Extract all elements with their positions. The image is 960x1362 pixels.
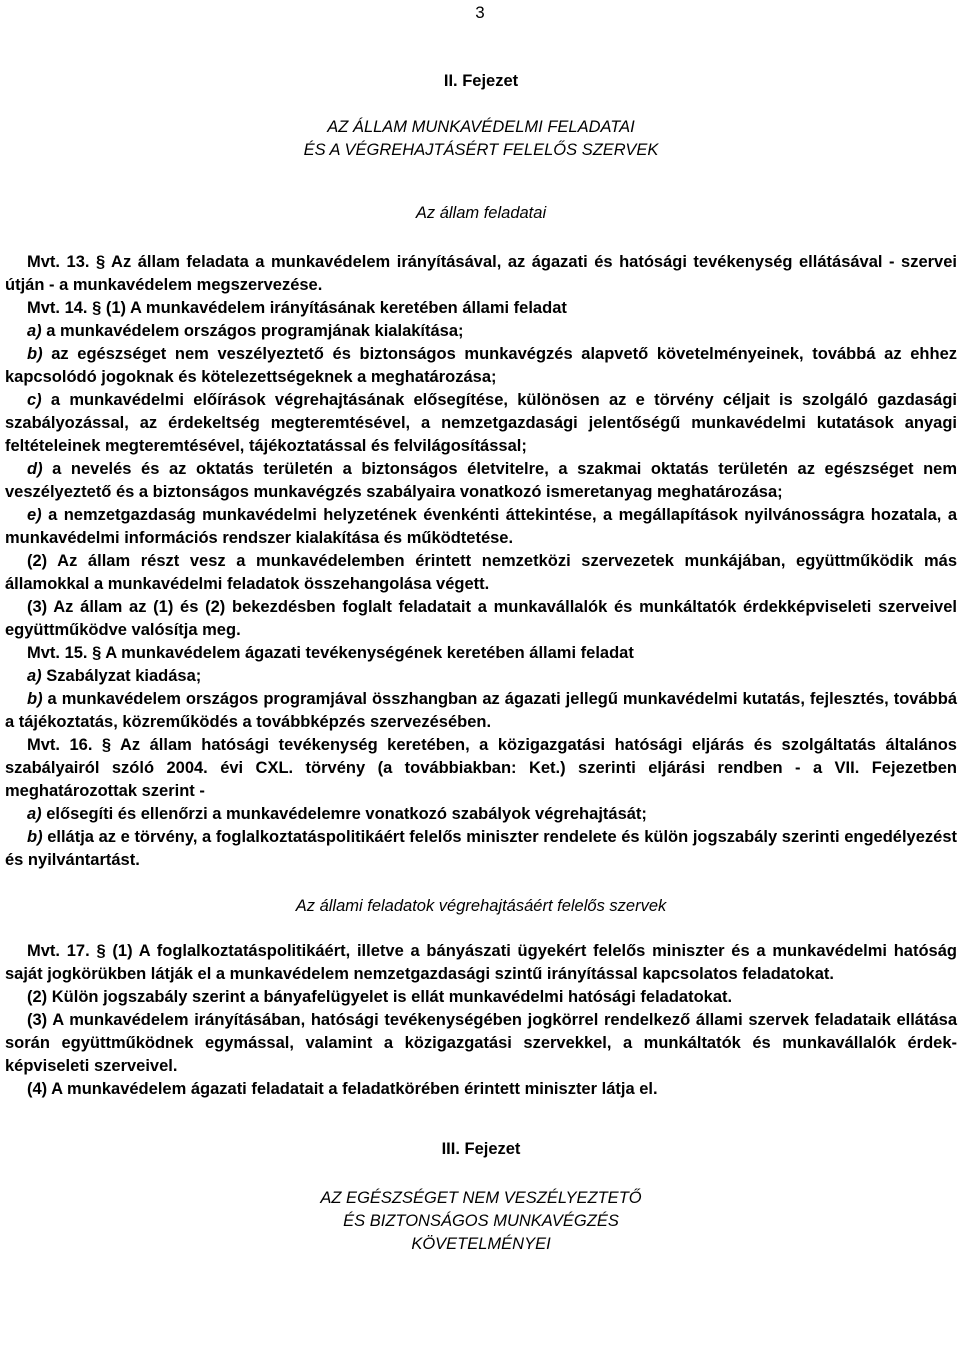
section-text: § Az állam feladata a munkavédelem irányításával, az ágazati és hatósági tevékenység ellátásával - szervei útján - a munkavédelem megszervezése. — [5, 253, 957, 294]
list-item-e — [5, 504, 957, 550]
item-text: a munkavédelmi előírások végrehajtásának elősegítése, különösen az e törvény céljait is szolgáló gazdasági szabályozással, az érdekeltség megteremtésével, a nemzetgazdasági jelentőségű munkavédelmi kutatások anyagi feltételeinek megteremtésével, tájékoztatással és felvilágosítással; — [5, 391, 957, 455]
section-text: § A munkavédelem ágazati tevékenységének keretében állami feladat — [92, 644, 634, 662]
chapter-title-line2: ÉS A VÉGREHAJTÁSÉRT FELELŐS SZERVEK — [303, 141, 659, 159]
list-item-a — [5, 320, 957, 343]
paragraph-text: (3) Az állam az (1) és (2) bekezdésben foglalt feladatait a munkavállalók és munkáltatók érdekképviseleti szerveivel együttműködve valósítja meg. — [5, 598, 957, 639]
paragraph-text: (4) A munkavédelem ágazati feladatait a feladatkörében érintett miniszter látja el. — [27, 1080, 658, 1098]
item-label: a) — [27, 667, 42, 685]
section-number: Mvt. 16. — [27, 736, 93, 754]
section-text: § (1) A munkavédelem irányításának keretében állami feladat — [92, 299, 567, 317]
chapter-title-line2: ÉS BIZTONSÁGOS MUNKAVÉGZÉS — [343, 1212, 619, 1230]
paragraph-text: (3) A munkavédelem irányításában, hatósági tevékenységében jogkörrel rendelkező állami szervek feladataik ellátása során együttműködnek egymással, valamint a közigazgatási szervekkel, a munkáltatók és munkavállalók érdek-képviseleti szerveivel. — [5, 1011, 957, 1075]
list-item-b — [5, 688, 957, 734]
item-label: b) — [27, 345, 43, 363]
list-item-c — [5, 389, 957, 458]
paragraph-mvt13 — [5, 251, 957, 297]
item-label: a) — [27, 322, 42, 340]
paragraph-text: (2) Külön jogszabály szerint a bányafelügyelet is ellát munkavédelmi hatósági feladatokat. — [27, 988, 733, 1006]
list-item-b — [5, 343, 957, 389]
item-label: e) — [27, 506, 42, 524]
section-text: § Az állam hatósági tevékenység keretében, a közigazgatási hatósági eljárás és szolgáltatás általános szabályairól szóló 2004. évi CXL. törvény (a továbbiakban: Ket.) szerinti eljárási rendben - a VII. Fejezetben meghatározottak szerint - — [5, 736, 957, 800]
item-label: b) — [27, 828, 43, 846]
item-text: elősegíti és ellenőrzi a munkavédelemre vonatkozó szabályok végrehajtását; — [41, 805, 647, 823]
item-text: Szabályzat kiadása; — [41, 667, 202, 685]
section-number: Mvt. 15. — [27, 644, 88, 662]
list-item-d — [5, 458, 957, 504]
list-item-b — [5, 826, 957, 872]
paragraph-mvt17-3 — [5, 1009, 957, 1078]
paragraph-mvt17-2 — [5, 986, 957, 1009]
paragraph-mvt14-2 — [5, 550, 957, 596]
item-text: a nemzetgazdaság munkavédelmi helyzetének évenkénti áttekintése, a megállapítások nyilvánosságra hozatala, a munkavédelmi információs rendszer kialakítása és működtetése. — [5, 506, 957, 547]
item-label: d) — [27, 460, 43, 478]
item-label: c) — [27, 391, 42, 409]
list-item-a — [5, 803, 957, 826]
paragraph-mvt16-intro — [5, 734, 957, 803]
item-text: ellátja az e törvény, a foglalkoztatáspolitikáért felelős miniszter rendelete és külön jogszabály szerinti engedélyezést és nyilvántartást. — [5, 828, 957, 869]
item-label: b) — [27, 690, 43, 708]
chapter-title-line1: AZ EGÉSZSÉGET NEM VESZÉLYEZTETŐ — [320, 1189, 642, 1207]
section-number: Mvt. 17. — [27, 942, 90, 960]
item-text: a munkavédelem országos programjának kialakítása; — [41, 322, 464, 340]
section-subtitle: Az állami feladatok végrehajtásáért felelős szervek — [295, 897, 667, 915]
item-text: a nevelés és az oktatás területén a biztonságos életvitelre, a szakmai oktatás területén az egészséget nem veszélyeztető és a biztonságos munkavégzés szabályaira vonatkozó ismeretanyag meghatározása; — [5, 460, 957, 501]
chapter-heading: III. Fejezet — [441, 1140, 521, 1158]
paragraph-mvt14-intro — [5, 297, 957, 320]
section-text: § (1) A foglalkoztatáspolitikáért, illetve a bányászati ügyekért felelős miniszter és a munkavédelmi hatóság saját jogkörükben látják el a munkavédelem nemzetgazdasági szintű irányítással kapcsolatos feladatokat. — [5, 942, 957, 983]
paragraph-mvt17-1 — [5, 940, 957, 986]
list-item-a — [5, 665, 957, 688]
paragraph-mvt14-3 — [5, 596, 957, 642]
paragraph-text: (2) Az állam részt vesz a munkavédelemben érintett nemzetközi szervezetek munkájában, együttműködik más államokkal a munkavédelmi feladatok összehangolása végett. — [5, 552, 957, 593]
item-text: a munkavédelem országos programjával összhangban az ágazati jellegű munkavédelmi kutatás, fejlesztés, továbbá a tájékoztatás, közreműködés a továbbképzés szervezésében. — [5, 690, 957, 731]
section-subtitle: Az állam feladatai — [415, 204, 547, 222]
item-label: a) — [27, 805, 42, 823]
chapter-heading: II. Fejezet — [443, 72, 519, 90]
item-text: az egészséget nem veszélyeztető és biztonságos munkavégzés alapvető követelményeinek, továbbá az ehhez kapcsolódó jogoknak és kötelezettségeknek a meghatározása; — [5, 345, 957, 386]
paragraph-mvt15-intro — [5, 642, 957, 665]
page-number: 3 — [475, 3, 485, 22]
chapter-title-line1: AZ ÁLLAM MUNKAVÉDELMI FELADATAI — [327, 118, 635, 136]
chapter-title-line3: KÖVETELMÉNYEI — [411, 1235, 551, 1253]
section-number: Mvt. 14. — [27, 299, 88, 317]
section-number: Mvt. 13. — [27, 253, 90, 271]
paragraph-mvt17-4 — [5, 1078, 957, 1101]
